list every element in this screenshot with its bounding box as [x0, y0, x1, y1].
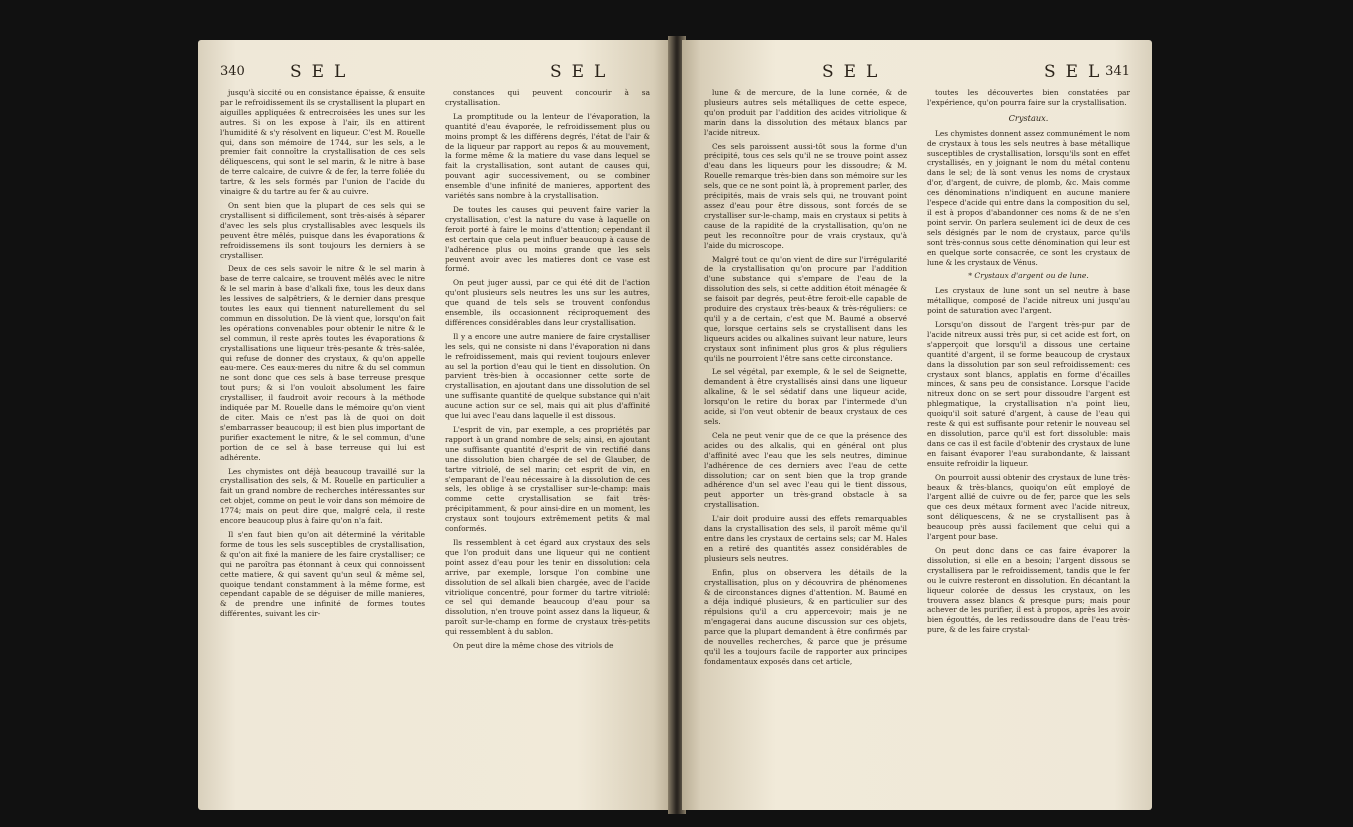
- paragraph: Les crystaux de lune sont un sel neutre à base métallique, composé de l'acide nitreux uni jusqu'au point de saturation avec l'argent.: [927, 286, 1130, 316]
- paragraph: On sent bien que la plupart de ces sels qui se crystallisent si difficilement, sont très-aisés à séparer d'avec les sels plus crystallisables avec lesquels ils peuvent être mêlés, puisque dans les évaporations & refroidissemens ils sont toujours les derniers à se crystalliser.: [220, 200, 425, 260]
- right-page-columns: [704, 88, 1130, 798]
- right-page-number: 341: [1105, 64, 1130, 79]
- paragraph: toutes les découvertes bien constatées par l'expérience, qu'on pourra faire sur la crystallisation.: [927, 88, 1130, 107]
- right-page-header: [704, 62, 1130, 86]
- paragraph: Les chymistes ont déjà beaucoup travaillé sur la crystallisation des sels, & M. Rouelle en particulier a fait un grand nombre de recherches intéressantes sur cet objet, comme on peut le voir dans son mémoire de 1774; mais on peut dire que, malgré cela, il reste encore beaucoup plus à faire qu'on n'a fait.: [220, 466, 425, 526]
- paragraph: L'air doit produire aussi des effets remarquables dans la crystallisation des sels, il paroît même qu'il entre dans les crystaux de certains sels; car M. Hales en a retiré des quantités assez considérables de plusieurs sels neutres.: [704, 514, 907, 563]
- left-column-2: [445, 88, 650, 798]
- paragraph: De toutes les causes qui peuvent faire varier la crystallisation, c'est la nature du vase à laquelle on feroit porté à faire le moins d'attention; cependant il est certain que cela peut influer beaucoup à cause de l'adhérence plus ou moins grande que les sels peuvent avoir avec les matieres dont ce vase est formé.: [445, 204, 650, 274]
- paragraph: jusqu'à siccité ou en consistance épaisse, & ensuite par le refroidissement ils se crystallisent la plupart en aiguilles appliquées & entrecroisées les unes sur les autres. Si on les expose à l'air, ils en attirent l'humidité & s'y résolvent en liqueur. C'est M. Rouelle qui, dans son mémoire de 1744, sur les sels, a le premier fait connoître la crystallisation de ces sels déliquescens, qui sont le sel marin, & le nitre à base de terre calcaire, de cuivre & de fer, la terre foliée du tartre, & les sels formés par l'union de l'acide du vinaigre & du tartre au fer & au cuivre.: [220, 88, 425, 197]
- left-running-title-right: SEL: [550, 62, 616, 82]
- paragraph: La promptitude ou la lenteur de l'évaporation, la quantité d'eau évaporée, le refroidissement plus ou moins prompt & les différens degrés, l'état de l'air & de la liqueur par rapport au repos & au mouvement, la forme même & la matiere du vase dans lequel se fait la crystallisation, sont autant de causes qui, pouvant agir successivement, ou se combiner ensemble d'une infinité de manieres, apportent des variétés sans nombre à la crystallisation.: [445, 111, 650, 201]
- left-page: [198, 40, 672, 810]
- left-page-header: [220, 62, 650, 86]
- paragraph: L'esprit de vin, par exemple, a ces propriétés par rapport à un grand nombre de sels; ainsi, en ajoutant une suffisante quantité d'esprit de vin rectifié dans une dissolution bien chargée de sel de Glauber, de tartre vitriolé, de sel marin; cet esprit de vin, en s'emparant de l'eau nécessaire à la dissolution de ces sels, les oblige à se crystalliser sur-le-champ: mais comme cette crystallisation se fait très-précipitamment, & pour ainsi-dire en un moment, les crystaux sont toujours extrêmement petits & mal conformés.: [445, 425, 650, 534]
- paragraph: On peut donc dans ce cas faire évaporer la dissolution, si elle en a besoin; l'argent dissous se crystallisera par le refroidissement, tandis que le fer ou le cuivre resteront en dissolution. En décantant la liqueur colorée de dessus les crystaux, on les trouvera assez blancs & presque purs; mais pour achever de les purifier, il est à propos, après les avoir bien égouttés, de les redissoudre dans de l'eau très-pure, & de les faire crystal-: [927, 545, 1130, 635]
- right-page: [682, 40, 1152, 810]
- paragraph: Lorsqu'on dissout de l'argent très-pur par de l'acide nitreux aussi très pur, si cet acide est fort, on s'apperçoit que lorsqu'il a dissous une certaine quantité d'argent, il se forme beaucoup de crystaux dans la dissolution par son seul refroidissement: ces crystaux sont blancs, applatis en forme d'écailles minces, & sans peu de consistance. Lorsque l'acide nitreux donc on se sert pour dissoudre l'argent est phlegmatique, la crystallisation n'a point lieu, quoiqu'il soit saturé d'argent, à cause de l'eau qui reste & qui est suffisante pour retenir le nouveau sel en dissolution, parce qu'il est fort dissoluble: mais dans ce cas il est facile d'obtenir des crystaux de lune en faisant évaporer l'eau surabondante, & laissant ensuite refroidir la liqueur.: [927, 320, 1130, 468]
- paragraph: Enfin, plus on observera les détails de la crystallisation, plus on y découvrira de phénomenes & de circonstances dignes d'attention. M. Baumé en a déja indiqué plusieurs, & en particulier sur des répulsions qu'il a cru appercevoir; mais je ne m'engagerai dans aucune discussion sur ces objets, parce que la plupart demandent à être confirmés par de nouvelles recherches, & parce que je présume qu'il les a toujours facile de rapporter aux principes fondamentaux exposés dans cet article,: [704, 567, 907, 666]
- left-page-columns: [220, 88, 650, 798]
- paragraph: constances qui peuvent concourir à sa crystallisation.: [445, 88, 650, 107]
- left-running-title-left: SEL: [290, 62, 356, 82]
- paragraph: Deux de ces sels savoir le nitre & le sel marin à base de terre calcaire, se trouvent mêlés avec le nitre & le sel marin à base d'alkali fixe, tous les deux dans les lessives de salpêtriers, & le dernier dans presque toutes les eaux qui tiennent naturellement du sel commun en dissolution. De là vient que, lorsqu'on fait les opérations convenables pour obtenir le nitre & le sel commun, il reste après toutes les évaporations & crystallisations une liqueur très-pesante & très-salée, qui refuse de donner des crystaux, & qu'on appelle eau-mere. Ces eaux-meres du nitre & du sel commun ne sont donc que ces sels à base terreuse presque tout purs; & si l'on vouloit absolument les faire crystalliser, il faudroit avoir recours à la méthode indiquée par M. Rouelle dans le mémoire qu'on vient de citer. Mais ce n'est pas là de quoi on doit s'embarrasser beaucoup; il est bien plus important de purifier exactement le nitre, & le sel commun, d'une portion de ce sel à base terreuse qui lui est adhérente.: [220, 264, 425, 462]
- paragraph: Le sel végétal, par exemple, & le sel de Seignette, demandent à être crystallisés ainsi dans une liqueur alkaline, & le sel sédatif dans une liqueur acide, lorsqu'on le retire du borax par l'intermede d'un acide, si l'on veut obtenir de beaux crystaux de ces sels.: [704, 367, 907, 426]
- paragraph: On peut juger aussi, par ce qui été dit de l'action qu'ont plusieurs sels neutres les uns sur les autres, que quand de tels sels se trouvent confondus ensemble, ils occasionnent réciproquement des différences considérables dans leur crystallisation.: [445, 278, 650, 327]
- paragraph: Les chymistes donnent assez communément le nom de crystaux à tous les sels neutres à base métallique susceptibles de crystallisation, lorsqu'ils sont en effet crystallisés, en y joignant le nom du métal contenu dans le sel; de là sont venus les noms de crystaux d'or, d'argent, de cuivre, de plomb, &c. Mais comme ces dénominations n'indiquent en aucune maniere l'espece d'acide qui entre dans la composition du sel, il est à propos d'abandonner ces noms & de ne s'en point servir. On parlera seulement ici de deux de ces sels désignés par le nom de crystaux, parce qu'ils sont très-connus sous cette dénomination qui leur est en quelque sorte consacrée, ce sont les crystaux de lune & les crystaux de Vénus.: [927, 128, 1130, 267]
- paragraph: Cela ne peut venir que de ce que la présence des acides ou des alkalis, qui en général ont plus d'affinité avec l'eau que les sels neutres, diminue l'adhérence de ces derniers avec l'eau de cette dissolution; car on sent bien que la trop grande adhérence d'un sel avec l'eau qui le tient dissous, peut apporter un très-grand obstacle à sa crystallisation.: [704, 430, 907, 510]
- paragraph: lune & de mercure, de la lune cornée, & de plusieurs autres sels métalliques de cette espece, qu'on produit par l'addition des acides vitriolique & marin dans la dissolution des métaux blancs par l'acide nitreux.: [704, 88, 907, 137]
- paragraph: On pourroit aussi obtenir des crystaux de lune très-beaux & très-blancs, quoiqu'on eût employé de l'argent allié de cuivre ou de fer, parce que les sels que ces deux métaux forment avec l'acide nitreux, sont déliquescens, & ne se crystallisent pas à beaucoup près aussi facilement que celui qui a l'argent pour base.: [927, 472, 1130, 542]
- paragraph: Ils ressemblent à cet égard aux crystaux des sels que l'on produit dans une liqueur qui ne contient point assez d'eau pour les tenir en dissolution: cela arrive, par exemple, lorsque l'on combine une dissolution de sel alkali bien chargée, avec de l'acide vitriolique concentré, pour former du tartre vitriolé: ce sel qui demande beaucoup d'eau pour sa dissolution, n'en trouve point assez dans la liqueur, & paroît sur-le-champ en forme de crystaux très-petits qui ressemblent à du sablon.: [445, 537, 650, 637]
- paragraph: Ces sels paroissent aussi-tôt sous la forme d'un précipité, tous ces sels qu'il ne se trouve point assez d'eau dans les liqueurs pour les dissoudre; & M. Rouelle remarque très-bien dans son mémoire sur les sels, que ce ne sont point là, à proprement parler, des précipités, mais de vrais sels qui, ne trouvant point assez d'eau pour être dissous, sont forcés de se crystalliser sur-le-champ, mais en crystaux si petits à cause de la rapidité de la crystallisation, qu'on ne peut les reconnoître pour de vrais crystaux, qu'à l'aide du microscope.: [704, 141, 907, 250]
- paragraph: Il y a encore une autre maniere de faire crystalliser les sels, qui ne consiste ni dans l'évaporation ni dans le refroidissement, mais qui revient toujours enlever au sel la portion d'eau qui le tient en dissolution. On parvient très-bien à occasionner cette sorte de crystallisation, en ajoutant dans une dissolution de sel une suffisante quantité de quelque substance qui n'ait aucune action sur ce sel, mais qui ait plus d'affinité que lui avec l'eau dans laquelle il est dissous.: [445, 331, 650, 421]
- left-page-number: 340: [220, 64, 245, 79]
- right-running-title-left: SEL: [822, 62, 888, 82]
- section-heading-lune: * Crystaux d'argent ou de lune.: [968, 271, 1089, 281]
- paragraph: Il s'en faut bien qu'on ait déterminé la véritable forme de tous les sels susceptibles de crystallisation, & qu'on ait fixé la maniere de les faire crystalliser; ce qui ne paroîtra pas étonnant à ceux qui connoissent cette matiere, & qui savent qu'un seul & même sel, quoique tendant constamment à la même forme, est cependant capable de se déguiser de mille manieres, & de prendre une infinité de formes toutes différentes, suivant les cir-: [220, 529, 425, 619]
- right-column-2: [927, 88, 1130, 798]
- left-column-1: [220, 88, 425, 798]
- paragraph: Malgré tout ce qu'on vient de dire sur l'irrégularité de la crystallisation qu'on procure par l'addition d'une substance qui s'empare de l'eau de la dissolution des sels, si cette addition étoit ménagée & se faisoit par degrés, peut-être feroit-elle capable de produire des crystaux très-beaux & très-réguliers: ce qu'il y a de certain, c'est que M. Baumé a observé que, lorsque certains sels se crystallisent dans les liqueurs acides ou alkalines suivant leur nature, leurs crystaux sont infiniment plus gros & plus réguliers qu'ils ne pourroient l'être sans cette circonstance.: [704, 254, 907, 363]
- section-heading-crystaux: Crystaux.: [1008, 112, 1049, 123]
- right-running-title-right: SEL: [1044, 62, 1110, 82]
- right-column-1: [704, 88, 907, 798]
- paragraph: On peut dire la même chose des vitriols de: [453, 641, 614, 651]
